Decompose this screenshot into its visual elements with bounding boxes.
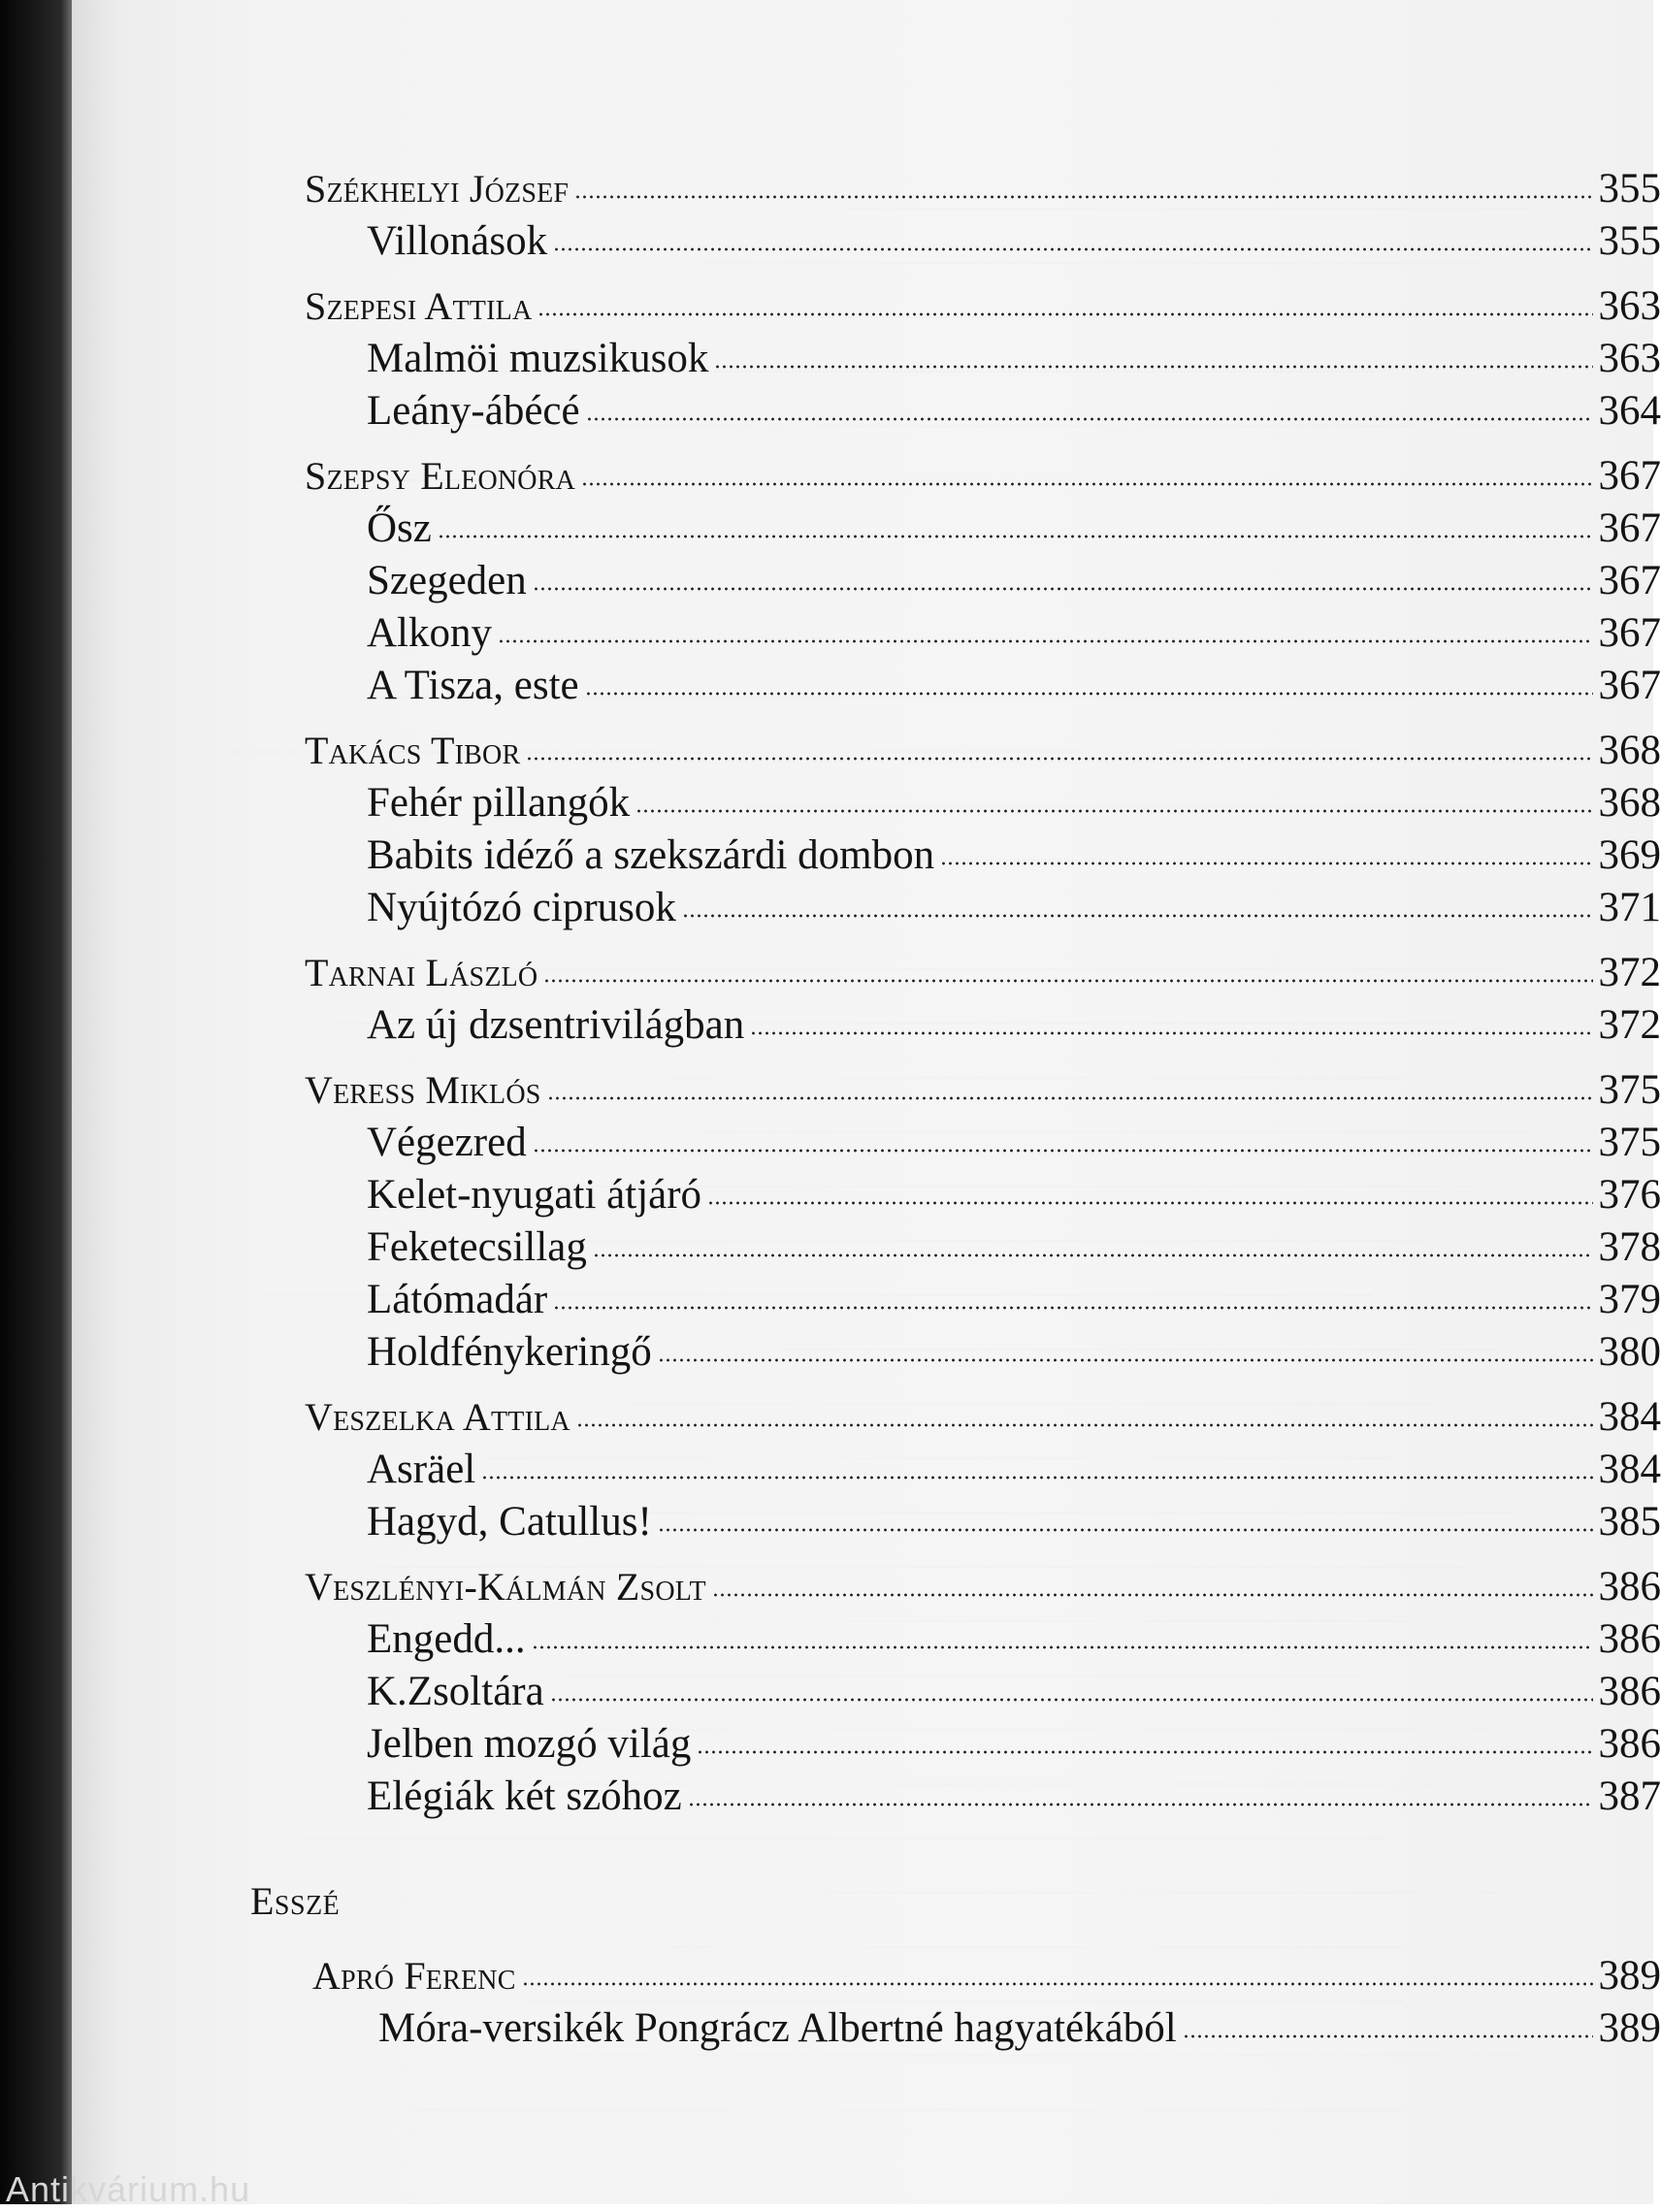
dot-leader (498, 638, 1593, 644)
dot-leader (532, 1644, 1593, 1650)
page-number: 355 (1599, 163, 1661, 215)
page-number: 355 (1599, 215, 1661, 268)
page-number: 369 (1599, 830, 1661, 882)
toc-work-row (305, 777, 1661, 830)
toc-work-row (305, 333, 1661, 385)
dot-leader (543, 978, 1592, 984)
dot-leader (581, 481, 1592, 487)
bleed-line (411, 2057, 1474, 2111)
section-heading (250, 1878, 340, 1924)
page-number: 389 (1599, 2002, 1661, 2055)
toc-work-row (305, 660, 1661, 712)
dot-leader (537, 311, 1592, 317)
dot-leader (688, 1802, 1593, 1807)
page-number: 387 (1599, 1771, 1661, 1823)
toc-author-row (305, 947, 1661, 999)
page-number: 376 (1599, 1169, 1661, 1221)
toc-work-row (305, 555, 1661, 607)
work-title: Ősz (367, 503, 432, 555)
page-number: 363 (1599, 280, 1661, 333)
dot-leader (585, 691, 1593, 697)
dot-leader (438, 534, 1593, 539)
work-title: Szegeden (367, 555, 527, 607)
dot-leader (586, 416, 1593, 422)
author-name: Szepsy Eleonóra (305, 450, 575, 503)
dot-leader (707, 1200, 1592, 1206)
toc-work-row (305, 1169, 1661, 1221)
work-title: Hagyd, Catullus! (367, 1496, 652, 1548)
dot-leader (635, 808, 1592, 814)
toc-author-row (305, 725, 1661, 777)
dot-leader (1183, 2033, 1593, 2039)
toc-work-row (305, 215, 1661, 268)
work-title: Móra-versikék Pongrácz Albertné hagyatékából (378, 2002, 1177, 2055)
toc-work-row (305, 385, 1661, 438)
dot-leader (547, 1095, 1593, 1101)
page-number: 384 (1599, 1444, 1661, 1496)
page-number: 363 (1599, 333, 1661, 385)
author-name: Veszlényi-Kálmán Zsolt (305, 1561, 706, 1613)
author-name: Veszelka Attila (305, 1391, 570, 1444)
toc-work-row (305, 830, 1661, 882)
toc-work-row (305, 607, 1661, 660)
author-name: Takács Tibor (305, 725, 520, 777)
toc-work-row (305, 882, 1661, 934)
dot-leader (658, 1527, 1593, 1533)
page-number: 379 (1599, 1274, 1661, 1326)
work-title: Alkony (367, 607, 492, 660)
page-number: 367 (1599, 555, 1661, 607)
toc-author-row (305, 280, 1661, 333)
watermark-text: Antikvárium.hu (6, 2169, 250, 2209)
toc-author-row (305, 163, 1661, 215)
dot-leader (714, 364, 1592, 370)
toc-work-row (305, 503, 1661, 555)
dot-leader (576, 1422, 1593, 1428)
toc-work-row (305, 1117, 1661, 1169)
dot-leader (712, 1592, 1593, 1598)
work-title: Elégiák két szóhoz (367, 1771, 682, 1823)
work-title: Engedd... (367, 1613, 526, 1666)
toc-work-row (305, 1496, 1661, 1548)
dot-leader (682, 913, 1593, 919)
author-name: Tarnai László (305, 947, 537, 999)
work-title: K.Zsoltára (367, 1666, 544, 1718)
dot-leader (481, 1475, 1592, 1480)
bleed-line (819, 1839, 1505, 1894)
author-name: Székhelyi József (305, 163, 569, 215)
page-number: 375 (1599, 1064, 1661, 1117)
toc-work-row (305, 1771, 1661, 1823)
dot-leader (658, 1357, 1593, 1363)
page-number: 384 (1599, 1391, 1661, 1444)
work-title: Kelet-nyugati átjáró (367, 1169, 701, 1221)
essay-table-of-contents (312, 1950, 1661, 2055)
watermark (0, 2167, 413, 2204)
toc-work-row (305, 1221, 1661, 1274)
book-page (72, 0, 1653, 2204)
dot-leader (533, 586, 1593, 592)
author-name: Szepesi Attila (305, 280, 532, 333)
book-binding-shadow (0, 0, 72, 2204)
author-name: Veress Miklós (305, 1064, 541, 1117)
page-number: 380 (1599, 1326, 1661, 1379)
toc-work-row (312, 2002, 1661, 2055)
page-number: 378 (1599, 1221, 1661, 1274)
work-title: Jelben mozgó világ (367, 1718, 691, 1771)
toc-work-row (305, 1718, 1661, 1771)
toc-work-row (305, 999, 1661, 1052)
work-title: Látómadár (367, 1274, 547, 1326)
work-title: Babits idéző a szekszárdi dombon (367, 830, 934, 882)
work-title: Asräel (367, 1444, 475, 1496)
dot-leader (526, 756, 1592, 762)
page-number: 386 (1599, 1666, 1661, 1718)
work-title: Nyújtózó ciprusok (367, 882, 676, 934)
toc-author-row (305, 1064, 1661, 1117)
work-title: Végezred (367, 1117, 527, 1169)
work-title: Villonások (367, 215, 547, 268)
dot-leader (750, 1030, 1592, 1036)
page-number: 372 (1599, 999, 1661, 1052)
dot-leader (553, 1305, 1592, 1311)
dot-leader (574, 194, 1592, 200)
dot-leader (940, 861, 1592, 866)
work-title: Leány-ábécé (367, 385, 580, 438)
page-number: 367 (1599, 503, 1661, 555)
page-number: 368 (1599, 777, 1661, 830)
toc-work-row (305, 1613, 1661, 1666)
toc-author-row (305, 1561, 1661, 1613)
bleed-line (673, 1894, 1453, 1948)
author-name: Apró Ferenc (312, 1950, 516, 2002)
work-title: Malmöi muzsikusok (367, 333, 708, 385)
toc-work-row (305, 1666, 1661, 1718)
page-number: 364 (1599, 385, 1661, 438)
toc-author-row (305, 1391, 1661, 1444)
work-title: Fehér pillangók (367, 777, 630, 830)
page-number: 389 (1599, 1950, 1661, 2002)
dot-leader (593, 1252, 1593, 1258)
toc-work-row (305, 1326, 1661, 1379)
dot-leader (553, 246, 1592, 252)
dot-leader (533, 1148, 1593, 1154)
toc-work-row (305, 1274, 1661, 1326)
page-number: 371 (1599, 882, 1661, 934)
table-of-contents (305, 163, 1661, 1823)
page-number: 367 (1599, 450, 1661, 503)
dot-leader (522, 1981, 1593, 1987)
page-number: 372 (1599, 947, 1661, 999)
page-number: 385 (1599, 1496, 1661, 1548)
page-number: 386 (1599, 1718, 1661, 1771)
work-title: Holdfénykeringő (367, 1326, 652, 1379)
dot-leader (550, 1697, 1593, 1703)
work-title: Az új dzsentrivilágban (367, 999, 744, 1052)
toc-author-row (305, 450, 1661, 503)
page-number: 367 (1599, 660, 1661, 712)
work-title: A Tisza, este (367, 660, 579, 712)
toc-author-row (312, 1950, 1661, 2002)
page-number: 386 (1599, 1613, 1661, 1666)
work-title: Feketecsillag (367, 1221, 587, 1274)
page-number: 368 (1599, 725, 1661, 777)
toc-work-row (305, 1444, 1661, 1496)
dot-leader (697, 1749, 1592, 1755)
page-number: 367 (1599, 607, 1661, 660)
page-number: 375 (1599, 1117, 1661, 1169)
page-number: 386 (1599, 1561, 1661, 1613)
section-title: Esszé (250, 1879, 340, 1923)
